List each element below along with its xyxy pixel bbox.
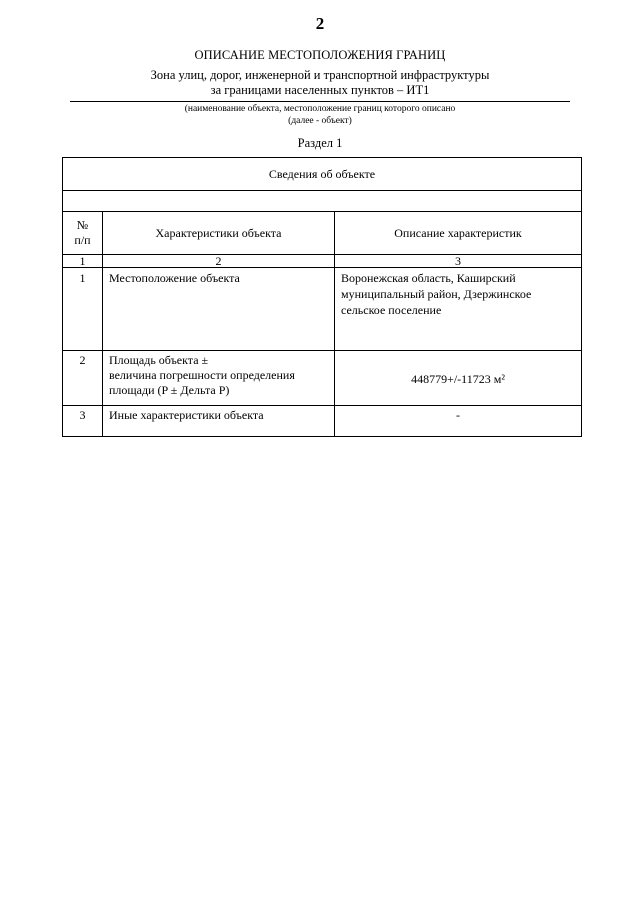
- table-row: [63, 351, 582, 406]
- column-header-characteristics: Характеристики объекта: [103, 212, 335, 255]
- object-info-table: [62, 157, 582, 437]
- page-number: 2: [315, 14, 325, 33]
- table-column-header-row: [63, 212, 582, 255]
- table-heading: Сведения об объекте: [63, 158, 582, 191]
- column-header-number: [63, 212, 103, 255]
- table-empty-row: [63, 191, 582, 212]
- row-number: 2: [63, 351, 103, 406]
- column-index-1: 1: [63, 255, 103, 268]
- column-header-description: Описание характеристик: [335, 212, 582, 255]
- row-description-line: -: [456, 408, 460, 422]
- row-description-line: сельское поселение: [341, 303, 442, 317]
- object-name: [70, 68, 570, 98]
- column-header-number-line-2: п/п: [74, 233, 91, 247]
- table-row: [63, 406, 582, 437]
- row-description: [335, 351, 582, 406]
- table-empty-cell: [63, 191, 582, 212]
- row-description-line: Воронежская область, Каширский: [341, 271, 516, 285]
- row-number: 1: [63, 268, 103, 351]
- row-characteristic: [103, 268, 335, 351]
- column-index-2: 2: [103, 255, 335, 268]
- column-index-3: 3: [335, 255, 582, 268]
- row-description-line: 448779+/-11723 м²: [411, 371, 505, 386]
- row-characteristic-line: площади (P ± Дельта P): [109, 383, 230, 397]
- object-name-line-1: Зона улиц, дорог, инженерной и транспортной инфраструктуры: [150, 68, 490, 82]
- document-title: ОПИСАНИЕ МЕСТОПОЛОЖЕНИЯ ГРАНИЦ: [194, 48, 446, 62]
- row-characteristic: [103, 351, 335, 406]
- row-characteristic-line: величина погрешности определения: [109, 368, 295, 382]
- caption-line-1: (наименование объекта, местоположение границ которого описано: [184, 104, 456, 114]
- row-characteristic-line: Площадь объекта ±: [109, 353, 209, 367]
- section-label: Раздел 1: [297, 136, 343, 150]
- table-heading-row: [63, 158, 582, 191]
- row-description-line: муниципальный район, Дзержинское: [341, 287, 532, 301]
- column-header-number-line-1: №: [76, 218, 89, 232]
- row-characteristic: [103, 406, 335, 437]
- row-characteristic-line: Иные характеристики объекта: [109, 408, 264, 422]
- table-row: [63, 268, 582, 351]
- object-name-caption: [70, 103, 570, 127]
- caption-line-2: (далее - объект): [288, 116, 352, 126]
- row-characteristic-line: Местоположение объекта: [109, 271, 240, 285]
- row-description: [335, 406, 582, 437]
- object-name-underline: [70, 101, 570, 102]
- row-description: [335, 268, 582, 351]
- table-column-index-row: [63, 255, 582, 268]
- object-name-line-2: за границами населенных пунктов – ИТ1: [210, 83, 430, 97]
- row-number: 3: [63, 406, 103, 437]
